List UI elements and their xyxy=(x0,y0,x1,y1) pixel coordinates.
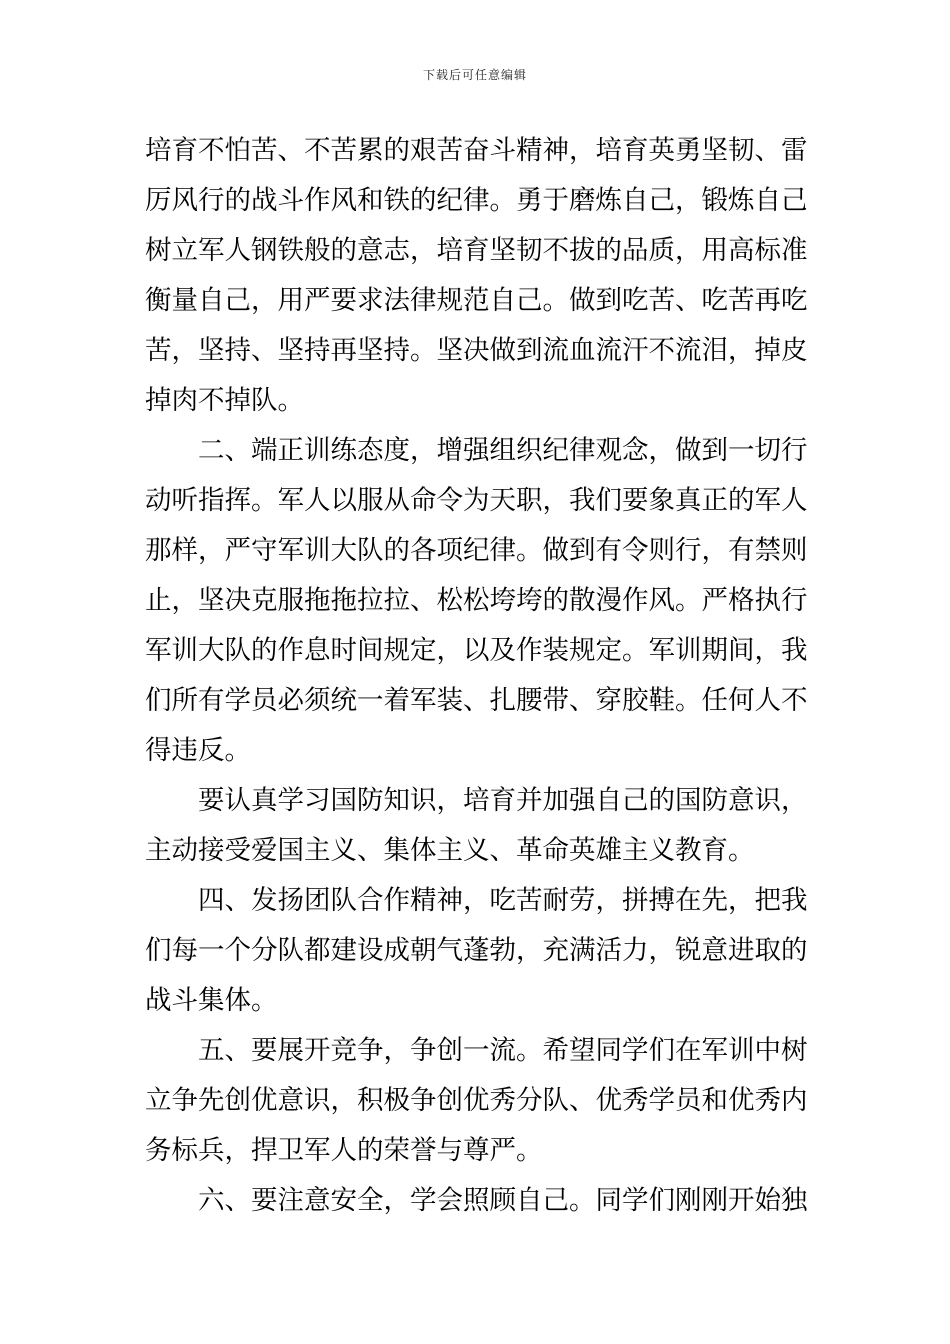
paragraph-line: 要认真学习国防知识，培育并加强自己的国防意识， xyxy=(198,785,808,816)
paragraph-line: 动听指挥。军人以服从命令为天职，我们要象真正的军人 xyxy=(145,485,808,516)
paragraph-line: 六、要注意安全，学会照顾自己。同学们刚刚开始独 xyxy=(198,1185,808,1216)
paragraph-line: 主动接受爱国主义、集体主义、革命英雄主义教育。 xyxy=(145,835,755,866)
paragraph-line: 那样，严守军训大队的各项纪律。做到有令则行，有禁则 xyxy=(145,535,808,566)
paragraph-line: 树立军人钢铁般的意志，培育坚韧不拔的品质，用高标准 xyxy=(145,235,808,266)
paragraph-line: 苦，坚持、坚持再坚持。坚决做到流血流汗不流泪，掉皮 xyxy=(145,335,808,366)
document-body xyxy=(145,126,807,1226)
paragraph-line: 军训大队的作息时间规定，以及作装规定。军训期间，我 xyxy=(145,635,808,666)
paragraph-line: 厉风行的战斗作风和铁的纪律。勇于磨炼自己，锻炼自己 xyxy=(145,185,808,216)
paragraph-line: 掉肉不掉队。 xyxy=(145,385,304,416)
paragraph-line: 四、发扬团队合作精神，吃苦耐劳，拼搏在先，把我 xyxy=(198,885,808,916)
paragraph-line: 培育不怕苦、不苦累的艰苦奋斗精神，培育英勇坚韧、雷 xyxy=(145,135,808,166)
paragraph-line: 得违反。 xyxy=(145,735,251,766)
paragraph-line: 们所有学员必须统一着军装、扎腰带、穿胶鞋。任何人不 xyxy=(145,685,808,716)
page-header: 下载后可任意编辑 xyxy=(422,68,527,82)
paragraph-line: 立争先创优意识，积极争创优秀分队、优秀学员和优秀内 xyxy=(145,1085,808,1116)
paragraph-line: 务标兵，捍卫军人的荣誉与尊严。 xyxy=(145,1135,543,1166)
paragraph-line: 止，坚决克服拖拖拉拉、松松垮垮的散漫作风。严格执行 xyxy=(145,585,808,616)
paragraph-line: 五、要展开竞争，争创一流。希望同学们在军训中树 xyxy=(198,1035,808,1066)
paragraph-line: 二、端正训练态度，增强组织纪律观念，做到一切行 xyxy=(198,435,808,466)
paragraph-line: 们每一个分队都建设成朝气蓬勃，充满活力，锐意进取的 xyxy=(145,935,808,966)
paragraph-line: 战斗集体。 xyxy=(145,985,278,1016)
paragraph-line: 衡量自己，用严要求法律规范自己。做到吃苦、吃苦再吃 xyxy=(145,285,808,316)
